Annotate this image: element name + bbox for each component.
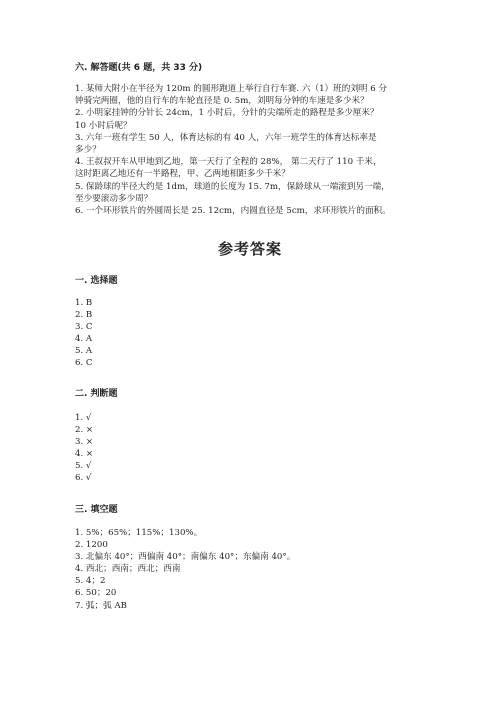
- problem-line: 钟骑完两圈，他的自行车的车轮直径是 0. 5m，刘明每分钟的车速是多少米？: [75, 96, 369, 107]
- problem-line: 6. 一个环形铁片的外圆周长是 25. 12cm，内圆直径是 5cm，求环形铁片的面积。: [75, 206, 391, 217]
- section-title-fill: 三. 填空题: [75, 505, 118, 515]
- choice-answer-list: [75, 297, 93, 370]
- answer-item: 5. 4；2: [75, 576, 106, 587]
- problem-line: 这时距离乙地还有一半路程，甲、乙两地相距多少千米？: [75, 169, 290, 180]
- fill-answer-list: [75, 527, 295, 612]
- answer-item: 6. √: [75, 473, 92, 484]
- answer-item: 1. 5%；65%；115%；130%。: [75, 528, 203, 538]
- answer-item: 3. 北偏东 40°；西偏南 40°；南偏东 40°；东偏南 40°。: [75, 552, 296, 563]
- answer-item: 6. C: [75, 358, 93, 369]
- answer-item: 2. ×: [75, 425, 94, 436]
- problem-line: 多少？: [75, 145, 101, 156]
- section-title-word-problems: 六. 解答题(共 6 题，共 33 分): [75, 63, 203, 73]
- word-problems-block: [75, 83, 435, 217]
- answer-item: 2. 1200: [75, 540, 108, 551]
- answer-item: 5. A: [75, 346, 93, 357]
- problem-line: 5. 保龄球的半径大约是 1dm，球道的长度为 15. 7m，保龄球从一端滚到另一端，: [75, 181, 390, 192]
- problem-line: 2. 小明家挂钟的分针长 24cm，1 小时后，分针的尖端所走的路程是多少厘米？: [75, 108, 379, 119]
- problem-line: 至少要滚动多少周？: [75, 193, 153, 204]
- section-title-choice: 一. 选择题: [75, 276, 118, 286]
- answer-item: 6. 50；20: [75, 588, 117, 599]
- judge-answer-list: [75, 412, 93, 485]
- answer-item: 4. A: [75, 334, 93, 345]
- problem-line: 1. 某师大附小在半径为 120m 的圆形跑道上举行自行车赛. 六（1）班的刘明 6 分: [75, 84, 388, 94]
- answer-item: 1. B: [75, 298, 93, 308]
- answer-item: 4. ×: [75, 449, 94, 460]
- problem-line: 10 小时后呢？: [75, 120, 132, 131]
- problem-line: 4. 王叔叔开车从甲地到乙地，第一天行了全程的 28%， 第二天行了 110 千米，: [75, 157, 382, 168]
- answer-item: 2. B: [75, 310, 93, 321]
- problem-line: 3. 六年一班有学生 50 人，体育达标的有 40 人，六年一班学生的体育达标率是: [75, 132, 377, 143]
- answer-item: 1. √: [75, 413, 92, 423]
- answer-item: 7. 弧；弧 AB: [75, 600, 127, 611]
- section-title-judge: 二. 判断题: [75, 389, 118, 399]
- answer-item: 4. 西北；西南；西北；西南: [75, 564, 181, 575]
- answer-item: 5. √: [75, 461, 92, 472]
- answers-heading: 参考答案: [217, 240, 282, 258]
- answer-item: 3. C: [75, 322, 93, 333]
- answer-item: 3. ×: [75, 437, 94, 448]
